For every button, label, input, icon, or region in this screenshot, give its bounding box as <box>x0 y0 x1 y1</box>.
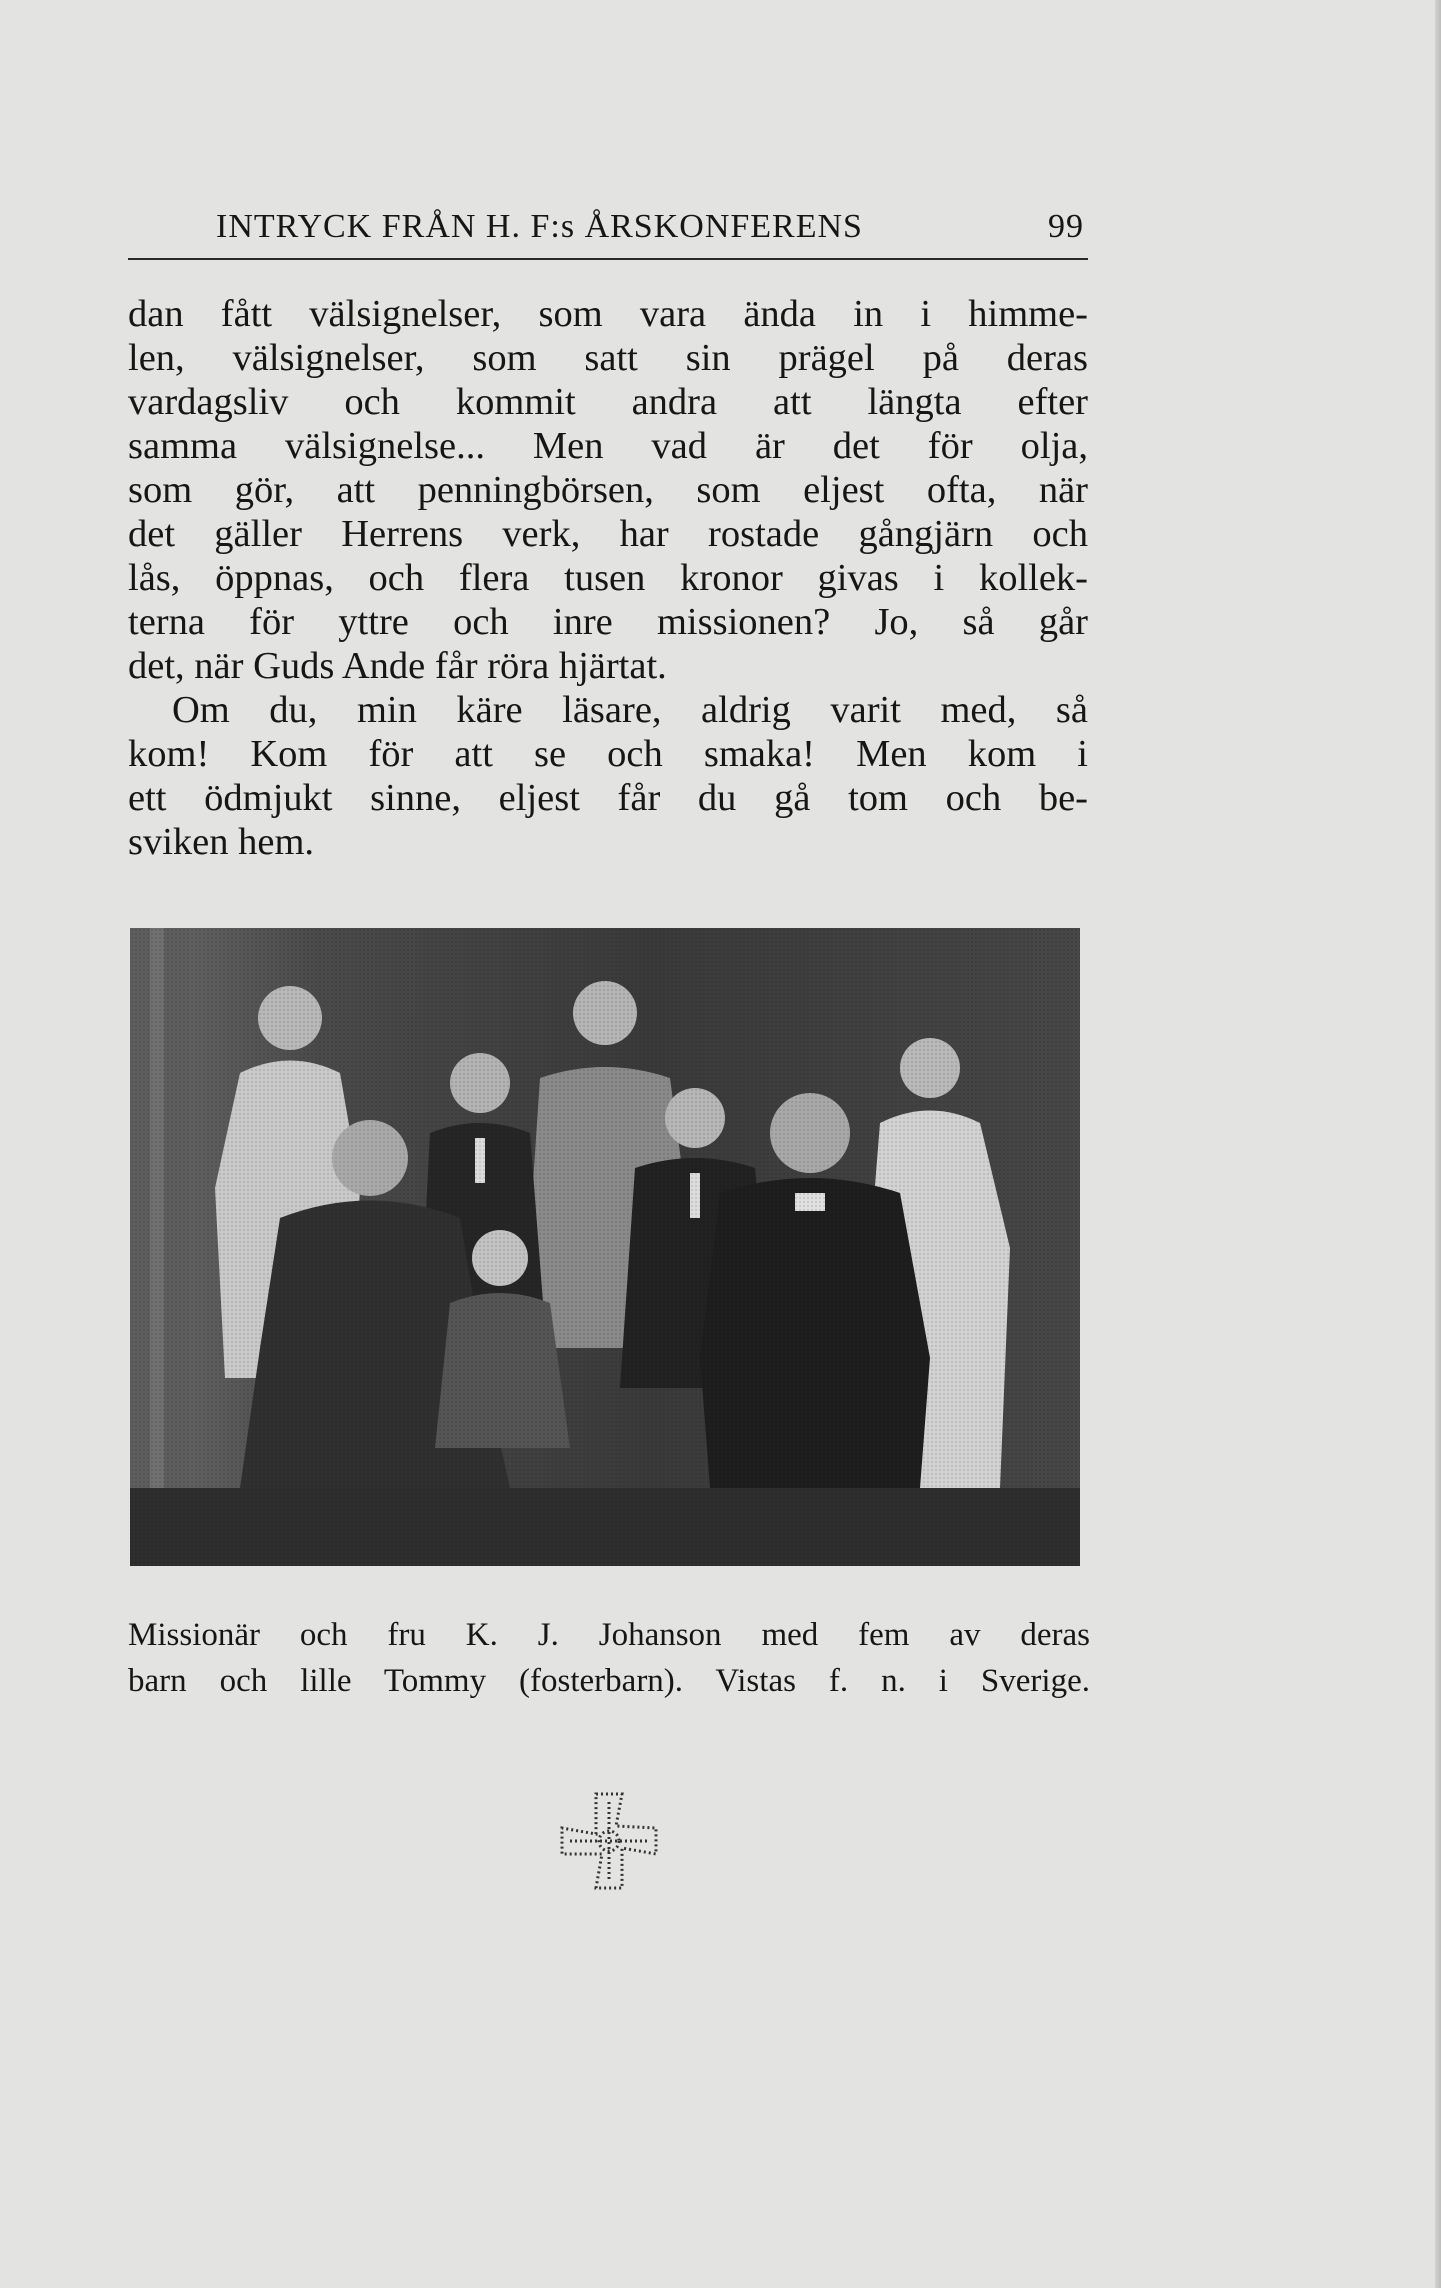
running-title: INTRYCK FRÅN H. F:s ÅRSKONFERENS <box>216 208 863 245</box>
body-line: kom! Kom för att se och smaka! Men kom i <box>128 733 1088 775</box>
caption-line: Missionär och fru K. J. Johanson med fem av deras <box>128 1617 1090 1653</box>
photo-caption <box>128 1612 1090 1704</box>
body-line: sviken hem. <box>128 821 315 863</box>
page-edge <box>1435 0 1441 2288</box>
body-line: len, välsignelser, som satt sin prägel på deras <box>128 337 1088 379</box>
body-line: det gäller Herrens verk, har rostade gångjärn och <box>128 513 1088 555</box>
body-line: terna för yttre och inre missionen? Jo, så går <box>128 601 1088 643</box>
body-line: dan fått välsignelser, som vara ända in i himme- <box>128 293 1088 335</box>
caption-line: barn och lille Tommy (fosterbarn). Vistas f. n. i Sverige. <box>128 1663 1090 1699</box>
body-text <box>128 292 1088 864</box>
body-line: samma välsignelse... Men vad är det för olja, <box>128 425 1088 467</box>
body-line: Om du, min käre läsare, aldrig varit med, så <box>172 689 1088 731</box>
photo-illustration <box>130 928 1080 1566</box>
family-portrait-photo <box>130 928 1080 1566</box>
body-line: som gör, att penningbörsen, som eljest ofta, när <box>128 469 1088 511</box>
body-line: det, när Guds Ande får röra hjärtat. <box>128 645 667 687</box>
body-line: vardagsliv och kommit andra att längta efter <box>128 381 1088 423</box>
cross-ornament-icon <box>558 1790 660 1892</box>
body-line: lås, öppnas, och flera tusen kronor givas i kollek- <box>128 557 1088 599</box>
body-line: ett ödmjukt sinne, eljest får du gå tom och be- <box>128 777 1088 819</box>
page-number: 99 <box>1048 208 1084 245</box>
running-header <box>128 208 1088 260</box>
